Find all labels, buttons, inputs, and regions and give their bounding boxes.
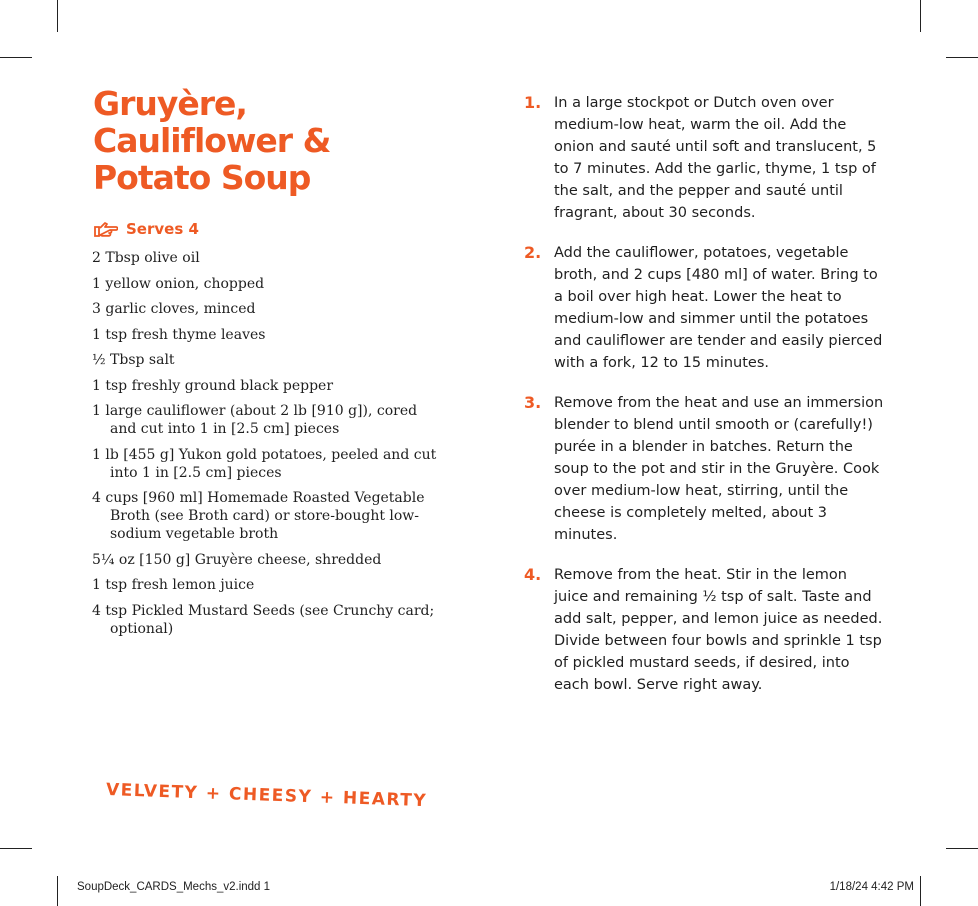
step-number: 4.	[524, 565, 542, 584]
step-item	[524, 564, 884, 696]
ingredient-item: 4 tsp Pickled Mustard Seeds (see Crunchy card; optional)	[92, 602, 435, 637]
step-text: Add the cauliflower, potatoes, vegetable broth, and 2 cups [480 ml] of water. Bring to a boil over high heat. Lower the heat to medium-low and simmer until the potatoes and cauliflower are tender and easily pierced with a fork, 12 to 15 minutes.	[554, 245, 883, 371]
ingredient-item: 4 cups [960 ml] Homemade Roasted Vegetable Broth (see Broth card) or store-bought low-sodium vegetable broth	[92, 490, 425, 542]
slug-date: 1/18/24 4:42 PM	[829, 881, 914, 893]
serves-row	[94, 218, 199, 240]
crop-mark	[946, 57, 978, 58]
crop-mark	[0, 57, 32, 58]
crop-mark	[920, 0, 921, 32]
ingredient-item: 1 tsp fresh lemon juice	[92, 577, 255, 593]
ingredient-item: 1 tsp freshly ground black pepper	[92, 377, 334, 394]
ingredient-item: 3 garlic cloves, minced	[92, 301, 256, 317]
title-line: Gruyère,	[93, 84, 247, 123]
step-number: 1.	[524, 93, 542, 112]
step-number: 3.	[524, 393, 542, 412]
recipe-title	[93, 85, 423, 196]
ingredient-item: 1 lb [455 g] Yukon gold potatoes, peeled and cut into 1 in [2.5 cm] pieces	[92, 446, 437, 481]
crop-mark	[0, 848, 32, 849]
step-item	[524, 242, 884, 374]
serves-label: Serves 4	[126, 220, 199, 238]
step-list	[524, 92, 884, 714]
pointing-hand-icon	[94, 220, 118, 238]
ingredient-item: 1 tsp fresh thyme leaves	[92, 326, 266, 343]
crop-mark	[946, 848, 978, 849]
step-number: 2.	[524, 243, 542, 262]
step-text: Remove from the heat and use an immersion blender to blend until smooth or (carefully!) purée in a blender in batches. Return the soup to the pot and stir in the Gruyère. Cook over medium-low heat, stirring, until the cheese is completely melted, about 3 minutes.	[554, 395, 884, 543]
ingredient-item: 1 large cauliflower (about 2 lb [910 g]), cored and cut into 1 in [2.5 cm] pieces	[92, 403, 418, 437]
step-text: Remove from the heat. Stir in the lemon juice and remaining ½ tsp of salt. Taste and add salt, pepper, and lemon juice as needed. Divide between four bowls and sprinkle 1 tsp of pickled mustard seeds, if desired, into each bowl. Serve right away.	[554, 567, 883, 693]
ingredient-item: ½ Tbsp salt	[92, 352, 175, 368]
ingredient-item: 1 yellow onion, chopped	[92, 275, 265, 292]
step-item	[524, 392, 884, 546]
title-line: Potato Soup	[93, 158, 311, 197]
tagline: VELVETY + CHEESY + HEARTY	[105, 780, 428, 812]
step-text: In a large stockpot or Dutch oven over medium-low heat, warm the oil. Add the onion and sauté until soft and translucent, 5 to 7 minutes. Add the garlic, thyme, 1 tsp of the salt, and the pepper and sauté until fragrant, about 30 seconds.	[554, 95, 877, 221]
ingredient-list	[92, 249, 437, 645]
step-item	[524, 92, 884, 224]
slug-filename: SoupDeck_CARDS_Mechs_v2.indd 1	[77, 881, 271, 893]
crop-mark	[920, 876, 921, 906]
ingredient-item: 2 Tbsp olive oil	[92, 250, 200, 266]
ingredient-item: 5¼ oz [150 g] Gruyère cheese, shredded	[92, 551, 382, 568]
crop-mark	[57, 0, 58, 32]
title-line: Cauliflower &	[93, 121, 331, 160]
crop-mark	[57, 876, 58, 906]
